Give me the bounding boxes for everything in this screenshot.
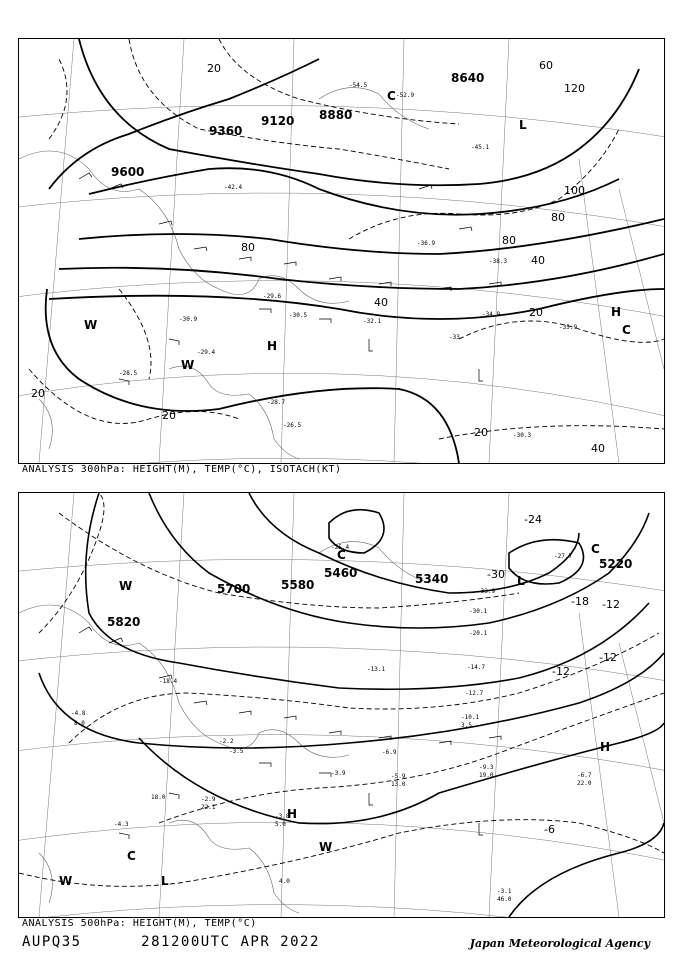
chart-code: AUPQ35 <box>22 934 82 950</box>
temp-label: -35.9 <box>559 324 578 331</box>
isotach-label: 80 <box>241 241 255 254</box>
temp-label: -38.3 <box>489 258 508 265</box>
isotherm-label: -18 <box>571 595 589 608</box>
system-letter-w: W <box>181 358 195 372</box>
system-letter-w: W <box>119 579 133 593</box>
temp-label: -26.5 <box>283 422 302 429</box>
aux-value: 3.5 <box>461 722 472 729</box>
isotach-label: 120 <box>564 82 585 95</box>
isotach-label: 40 <box>591 442 605 455</box>
chart-header <box>22 934 320 950</box>
system-letter-h: H <box>267 339 278 353</box>
temp-label: -6.7 <box>577 772 592 779</box>
temp-label: -20.1 <box>469 630 488 637</box>
height-label: 5340 <box>415 572 449 586</box>
aux-value: 8.0 <box>74 720 85 727</box>
agency-name: Japan Meteorological Agency <box>469 937 650 950</box>
system-letter-c: C <box>337 548 346 562</box>
isotach-label: 40 <box>374 296 388 309</box>
temp-label: -18.4 <box>159 678 178 685</box>
isotherm-label: -12 <box>599 651 617 664</box>
temp-label: -10.1 <box>461 714 480 721</box>
temp-label: -32.1 <box>363 318 382 325</box>
temp-label: -29.6 <box>263 293 282 300</box>
isotach-label: 20 <box>207 62 221 75</box>
caption-300hpa: ANALYSIS 300hPa: HEIGHT(M), TEMP(°C), ISOTACH(KT) <box>22 464 342 475</box>
system-letter-h: H <box>600 740 611 754</box>
analysis-300hpa-map <box>18 38 665 464</box>
map-300hpa-canvas <box>19 39 664 463</box>
aux-value: 5.0 <box>275 821 286 828</box>
temp-label: -45.1 <box>471 144 490 151</box>
isotach-label: 20 <box>529 306 543 319</box>
isotach-label: 20 <box>31 387 45 400</box>
temp-label: -14.7 <box>467 664 486 671</box>
aux-value: 4.0 <box>279 878 290 885</box>
temp-label: -2.9 <box>201 796 216 803</box>
temp-label: -52.9 <box>396 92 415 99</box>
system-letter-c: C <box>591 542 600 556</box>
temp-label: -33 <box>449 334 460 341</box>
temp-label: -6.9 <box>382 749 397 756</box>
isotach-label: 20 <box>474 426 488 439</box>
isotach-label: 80 <box>502 234 516 247</box>
temp-label: -12.7 <box>465 690 484 697</box>
aux-value: 19.0 <box>479 772 494 779</box>
temp-label: -27.7 <box>554 553 573 560</box>
isotherm-label: -6 <box>544 823 555 836</box>
temp-label: -3.5 <box>229 748 244 755</box>
isotach-label: 40 <box>531 254 545 267</box>
aux-value: 22.1 <box>201 804 216 811</box>
temp-label: -3.9 <box>331 770 346 777</box>
temp-label: -4.3 <box>114 821 129 828</box>
height-label: 9600 <box>111 165 145 179</box>
isotach-label: 60 <box>539 59 553 72</box>
height-label: 5580 <box>281 578 315 592</box>
temp-label: -9.3 <box>479 764 494 771</box>
system-letter-w: W <box>59 874 73 888</box>
height-label: 5460 <box>324 566 358 580</box>
temp-label: -5.9 <box>391 773 406 780</box>
system-letter-h: H <box>287 807 298 821</box>
isotherm-label: -24 <box>524 513 542 526</box>
temp-label: -28.5 <box>119 370 138 377</box>
temp-label: -13.1 <box>367 666 386 673</box>
system-letter-c: C <box>387 89 396 103</box>
system-letter-c: C <box>622 323 631 337</box>
aux-value: 13.0 <box>391 781 406 788</box>
height-label: 8880 <box>319 108 353 122</box>
isotach-label: 20 <box>162 409 176 422</box>
system-letter-w: W <box>319 840 333 854</box>
graticule <box>19 39 664 463</box>
temp-label: -25.4 <box>331 544 350 551</box>
system-letter-l: L <box>161 874 169 888</box>
system-letter-l: L <box>517 574 525 588</box>
temp-label: -28.7 <box>267 399 286 406</box>
caption-500hpa: ANALYSIS 500hPa: HEIGHT(M), TEMP(°C) <box>22 918 257 929</box>
system-letter-c: C <box>127 849 136 863</box>
height-label: 9360 <box>209 124 243 138</box>
temp-label: -30.5 <box>289 312 308 319</box>
map-500hpa-canvas <box>19 493 664 917</box>
aux-value: 22.0 <box>577 780 592 787</box>
height-label: 9120 <box>261 114 295 128</box>
temp-label: -30.9 <box>179 316 198 323</box>
height-label: 5820 <box>107 615 141 629</box>
temp-label: -2.2 <box>219 738 234 745</box>
system-letter-h: H <box>611 305 622 319</box>
system-letter-w: W <box>84 318 98 332</box>
height-label: 5220 <box>599 557 633 571</box>
aux-value: 46.0 <box>497 896 512 903</box>
isotherm-label: -30 <box>487 568 505 581</box>
temp-label: -30.1 <box>469 608 488 615</box>
temp-label: -54.5 <box>349 82 368 89</box>
temp-label: -33.9 <box>477 588 496 595</box>
temp-label: -42.4 <box>224 184 243 191</box>
height-contours <box>46 39 664 463</box>
temp-label: -3.8 <box>275 813 290 820</box>
aux-value: 18.0 <box>151 794 166 801</box>
isotherm-label: -12 <box>552 665 570 678</box>
isotach-label: 80 <box>551 211 565 224</box>
temp-label: -36.9 <box>417 240 436 247</box>
isotherm-label: -12 <box>602 598 620 611</box>
temp-label: -30.3 <box>513 432 532 439</box>
system-letter-l: L <box>519 118 527 132</box>
height-label: 8640 <box>451 71 485 85</box>
valid-time: 281200UTC APR 2022 <box>141 934 320 950</box>
temp-label: -3.1 <box>497 888 512 895</box>
isotach-label: 100 <box>564 184 585 197</box>
temp-label: -29.4 <box>197 349 216 356</box>
coastline <box>19 542 429 913</box>
analysis-500hpa-map <box>18 492 665 918</box>
wind-barbs <box>79 173 501 385</box>
temp-label: -34.9 <box>482 311 501 318</box>
height-label: 5700 <box>217 582 251 596</box>
temp-label: -4.8 <box>71 710 86 717</box>
